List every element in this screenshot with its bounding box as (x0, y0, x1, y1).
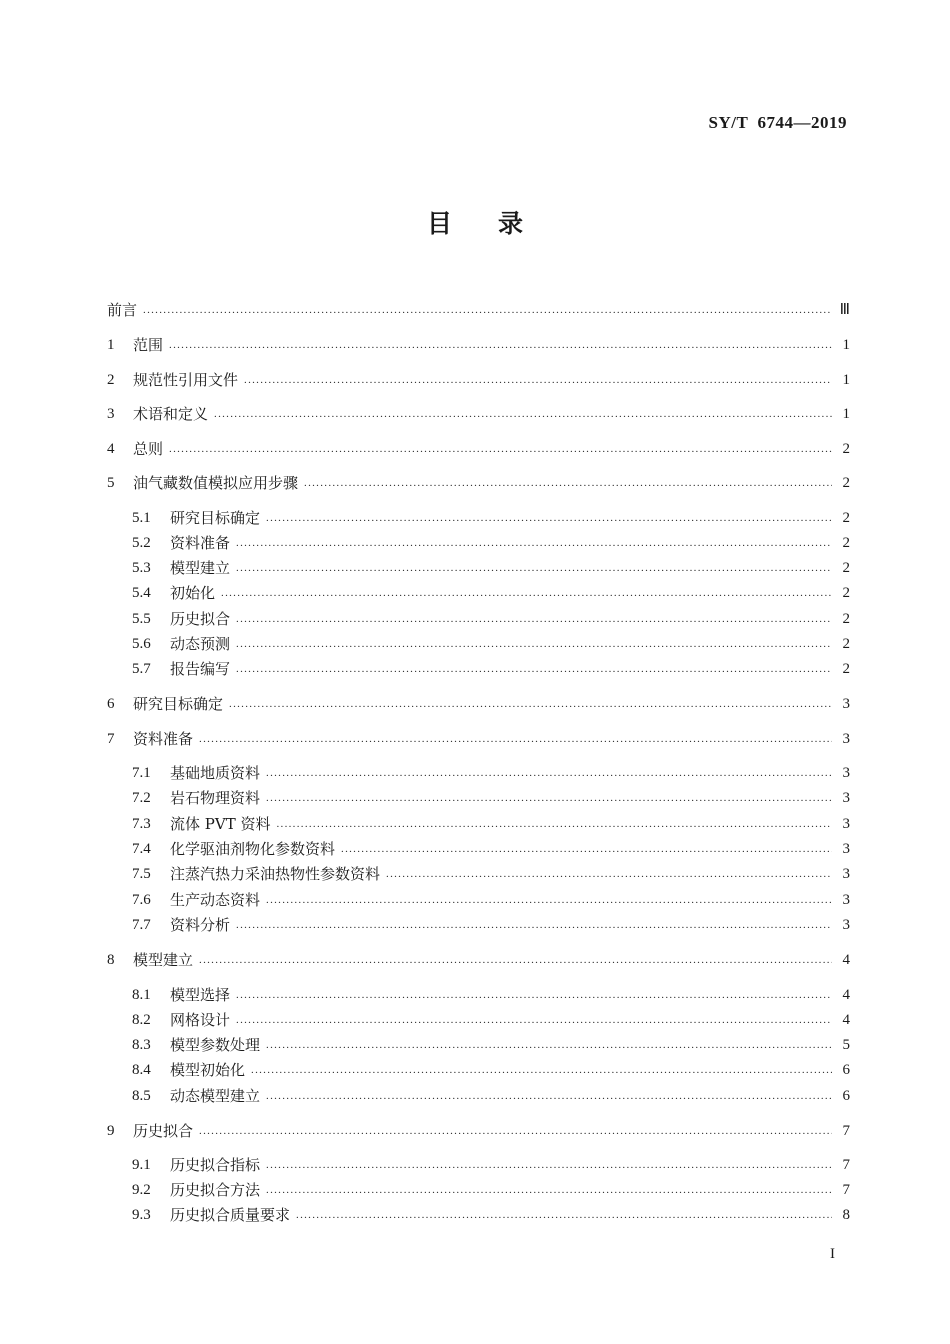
toc-entry-number: 5.1 (132, 510, 151, 526)
toc-entry-page: 4 (842, 1012, 850, 1028)
toc-entry-number: 7.2 (132, 790, 151, 806)
toc-entry-number: 5.7 (132, 661, 151, 677)
toc-entry[interactable] (107, 727, 850, 749)
toc-subentry[interactable] (107, 581, 850, 603)
page-number: I (830, 1246, 835, 1262)
toc-subentry[interactable] (107, 862, 850, 884)
toc-entry-title: 历史拟合 (170, 610, 231, 628)
toc-entry-title: 初始化 (170, 584, 216, 602)
toc-entry-page: 3 (842, 892, 850, 908)
toc-entry[interactable] (107, 1119, 850, 1141)
toc-dot-leader (304, 473, 832, 493)
toc-dot-leader (236, 609, 832, 629)
toc-entry-page: 3 (842, 841, 850, 857)
toc-entry-title: 岩石物理资料 (170, 789, 261, 807)
toc-entry-title: 报告编写 (170, 660, 231, 678)
toc-entry-number: 2 (107, 372, 115, 388)
toc-dot-leader (296, 1205, 832, 1225)
toc-entry-page: 5 (842, 1037, 850, 1053)
toc-entry-number: 8.4 (132, 1062, 151, 1078)
toc-dot-leader (169, 439, 832, 459)
toc-entry-page: 7 (842, 1123, 850, 1139)
toc-entry-page: 2 (842, 611, 850, 627)
toc-subentry[interactable] (107, 657, 850, 679)
toc-entry-number: 6 (107, 696, 115, 712)
toc-entry-title: 模型建立 (170, 559, 231, 577)
toc-entry[interactable] (107, 368, 850, 390)
toc-entry-page: 8 (842, 1207, 850, 1223)
toc-entry-number: 8.5 (132, 1088, 151, 1104)
toc-entry[interactable] (107, 692, 850, 714)
toc-entry-page: 3 (842, 765, 850, 781)
toc-subentry[interactable] (107, 1153, 850, 1175)
toc-dot-leader (266, 890, 832, 910)
toc-entry-page: 2 (842, 636, 850, 652)
toc-entry-title: 范围 (133, 336, 164, 354)
toc-entry-page: 4 (842, 987, 850, 1003)
toc-dot-leader (221, 583, 832, 603)
toc-entry-number: 8 (107, 952, 115, 968)
toc-entry-number: 9.3 (132, 1207, 151, 1223)
toc-dot-leader (143, 300, 832, 320)
toc-subentry[interactable] (107, 1008, 850, 1030)
toc-entry-number: 7.7 (132, 917, 151, 933)
toc-entry-page: 3 (842, 790, 850, 806)
toc-subentry[interactable] (107, 888, 850, 910)
toc-entry-number: 5.5 (132, 611, 151, 627)
table-of-contents (107, 0, 850, 1344)
toc-entry-page: 2 (842, 441, 850, 457)
toc-dot-leader (244, 370, 832, 390)
toc-entry-title: 研究目标确定 (133, 695, 224, 713)
toc-subentry[interactable] (107, 556, 850, 578)
toc-entry-title: 网格设计 (170, 1011, 231, 1029)
toc-entry-number: 5.6 (132, 636, 151, 652)
toc-entry-number: 7.1 (132, 765, 151, 781)
toc-dot-leader (236, 1010, 832, 1030)
toc-entry-title: 油气藏数值模拟应用步骤 (133, 474, 299, 492)
toc-dot-leader (266, 1035, 832, 1055)
toc-dot-leader (266, 788, 832, 808)
toc-entry-number: 9 (107, 1123, 115, 1139)
toc-entry-page: 2 (842, 585, 850, 601)
toc-entry-title: 动态预测 (170, 635, 231, 653)
toc-dot-leader (341, 839, 832, 859)
toc-dot-leader (199, 1121, 832, 1141)
toc-dot-leader (169, 335, 832, 355)
toc-subentry[interactable] (107, 837, 850, 859)
toc-entry-title: 术语和定义 (133, 405, 209, 423)
toc-entry-number: 7.6 (132, 892, 151, 908)
toc-dot-leader (266, 1180, 832, 1200)
toc-entry-number: 9.2 (132, 1182, 151, 1198)
toc-entry-page: Ⅲ (839, 302, 850, 318)
toc-subentry[interactable] (107, 607, 850, 629)
toc-entry-number: 5.2 (132, 535, 151, 551)
toc-entry-page: 6 (842, 1088, 850, 1104)
toc-entry-title: 模型初始化 (170, 1061, 246, 1079)
standard-code: SY/T 6744—2019 (708, 113, 847, 132)
toc-dot-leader (236, 985, 832, 1005)
toc-dot-leader (236, 634, 832, 654)
toc-dot-leader (251, 1060, 832, 1080)
toc-entry-number: 8.3 (132, 1037, 151, 1053)
toc-subentry[interactable] (107, 812, 850, 834)
toc-entry-page: 4 (842, 952, 850, 968)
toc-entry-title: 前言 (107, 301, 138, 319)
toc-entry-page: 3 (842, 866, 850, 882)
toc-entry-title: 资料分析 (170, 916, 231, 934)
toc-entry-number: 7.3 (132, 816, 151, 832)
toc-dot-leader (266, 1086, 832, 1106)
toc-dot-leader (214, 404, 832, 424)
toc-entry-page: 2 (842, 510, 850, 526)
toc-dot-leader (236, 659, 832, 679)
toc-entry-title: 基础地质资料 (170, 764, 261, 782)
toc-entry-page: 2 (842, 535, 850, 551)
toc-entry-page: 1 (842, 372, 850, 388)
toc-entry-number: 3 (107, 406, 115, 422)
toc-entry-title: 生产动态资料 (170, 891, 261, 909)
toc-subentry[interactable] (107, 1084, 850, 1106)
toc-entry-page: 3 (842, 731, 850, 747)
toc-entry-title: 流体 PVT 资料 (170, 815, 271, 833)
toc-entry-title: 化学驱油剂物化参数资料 (170, 840, 336, 858)
toc-entry-title: 历史拟合方法 (170, 1181, 261, 1199)
toc-dot-leader (199, 729, 832, 749)
toc-entry-number: 5 (107, 475, 115, 491)
toc-entry-title: 资料准备 (170, 534, 231, 552)
toc-entry-page: 1 (842, 337, 850, 353)
toc-entry-title: 历史拟合指标 (170, 1156, 261, 1174)
toc-dot-leader (236, 533, 832, 553)
toc-entry-page: 1 (842, 406, 850, 422)
toc-dot-leader (386, 864, 832, 884)
toc-dot-leader (236, 915, 832, 935)
toc-entry-page: 7 (842, 1182, 850, 1198)
toc-entry-number: 1 (107, 337, 115, 353)
toc-entry-page: 2 (842, 661, 850, 677)
toc-entry-title: 历史拟合 (133, 1122, 194, 1140)
page-title: 目录 (426, 209, 569, 238)
toc-entry-title: 模型选择 (170, 986, 231, 1004)
toc-entry-number: 5.4 (132, 585, 151, 601)
toc-entry-page: 3 (842, 696, 850, 712)
toc-dot-leader (276, 814, 832, 834)
toc-subentry[interactable] (107, 913, 850, 935)
toc-dot-leader (199, 950, 832, 970)
toc-entry-page: 3 (842, 917, 850, 933)
toc-entry-page: 2 (842, 560, 850, 576)
toc-dot-leader (266, 508, 832, 528)
toc-entry[interactable] (107, 437, 850, 459)
toc-entry-page: 3 (842, 816, 850, 832)
toc-subentry[interactable] (107, 506, 850, 528)
toc-subentry[interactable] (107, 1178, 850, 1200)
toc-entry-title: 动态模型建立 (170, 1087, 261, 1105)
toc-entry-title: 资料准备 (133, 730, 194, 748)
toc-subentry[interactable] (107, 761, 850, 783)
toc-entry-title: 规范性引用文件 (133, 371, 239, 389)
toc-subentry[interactable] (107, 786, 850, 808)
toc-entry-number: 4 (107, 441, 115, 457)
toc-entry-title: 研究目标确定 (170, 509, 261, 527)
toc-entry-number: 8.2 (132, 1012, 151, 1028)
toc-entry-page: 2 (842, 475, 850, 491)
toc-subentry[interactable] (107, 531, 850, 553)
toc-dot-leader (236, 558, 832, 578)
toc-entry[interactable] (107, 402, 850, 424)
toc-entry-title: 模型参数处理 (170, 1036, 261, 1054)
toc-subentry[interactable] (107, 632, 850, 654)
toc-entry-title: 历史拟合质量要求 (170, 1206, 291, 1224)
toc-subentry[interactable] (107, 1203, 850, 1225)
toc-entry-number: 7.5 (132, 866, 151, 882)
toc-entry-title: 注蒸汽热力采油热物性参数资料 (170, 865, 381, 883)
toc-entry-title: 总则 (133, 440, 164, 458)
toc-dot-leader (229, 694, 832, 714)
toc-subentry[interactable] (107, 1033, 850, 1055)
toc-dot-leader (266, 1155, 832, 1175)
toc-entry-number: 9.1 (132, 1157, 151, 1173)
toc-entry[interactable] (107, 948, 850, 970)
toc-entry[interactable] (107, 333, 850, 355)
toc-entry-page: 7 (842, 1157, 850, 1173)
toc-entry-number: 5.3 (132, 560, 151, 576)
toc-subentry[interactable] (107, 983, 850, 1005)
toc-entry[interactable] (107, 298, 850, 320)
toc-entry-page: 6 (842, 1062, 850, 1078)
toc-subentry[interactable] (107, 1058, 850, 1080)
toc-entry-number: 8.1 (132, 987, 151, 1003)
toc-entry-title: 模型建立 (133, 951, 194, 969)
toc-entry-number: 7 (107, 731, 115, 747)
toc-entry[interactable] (107, 471, 850, 493)
toc-entry-number: 7.4 (132, 841, 151, 857)
toc-dot-leader (266, 763, 832, 783)
